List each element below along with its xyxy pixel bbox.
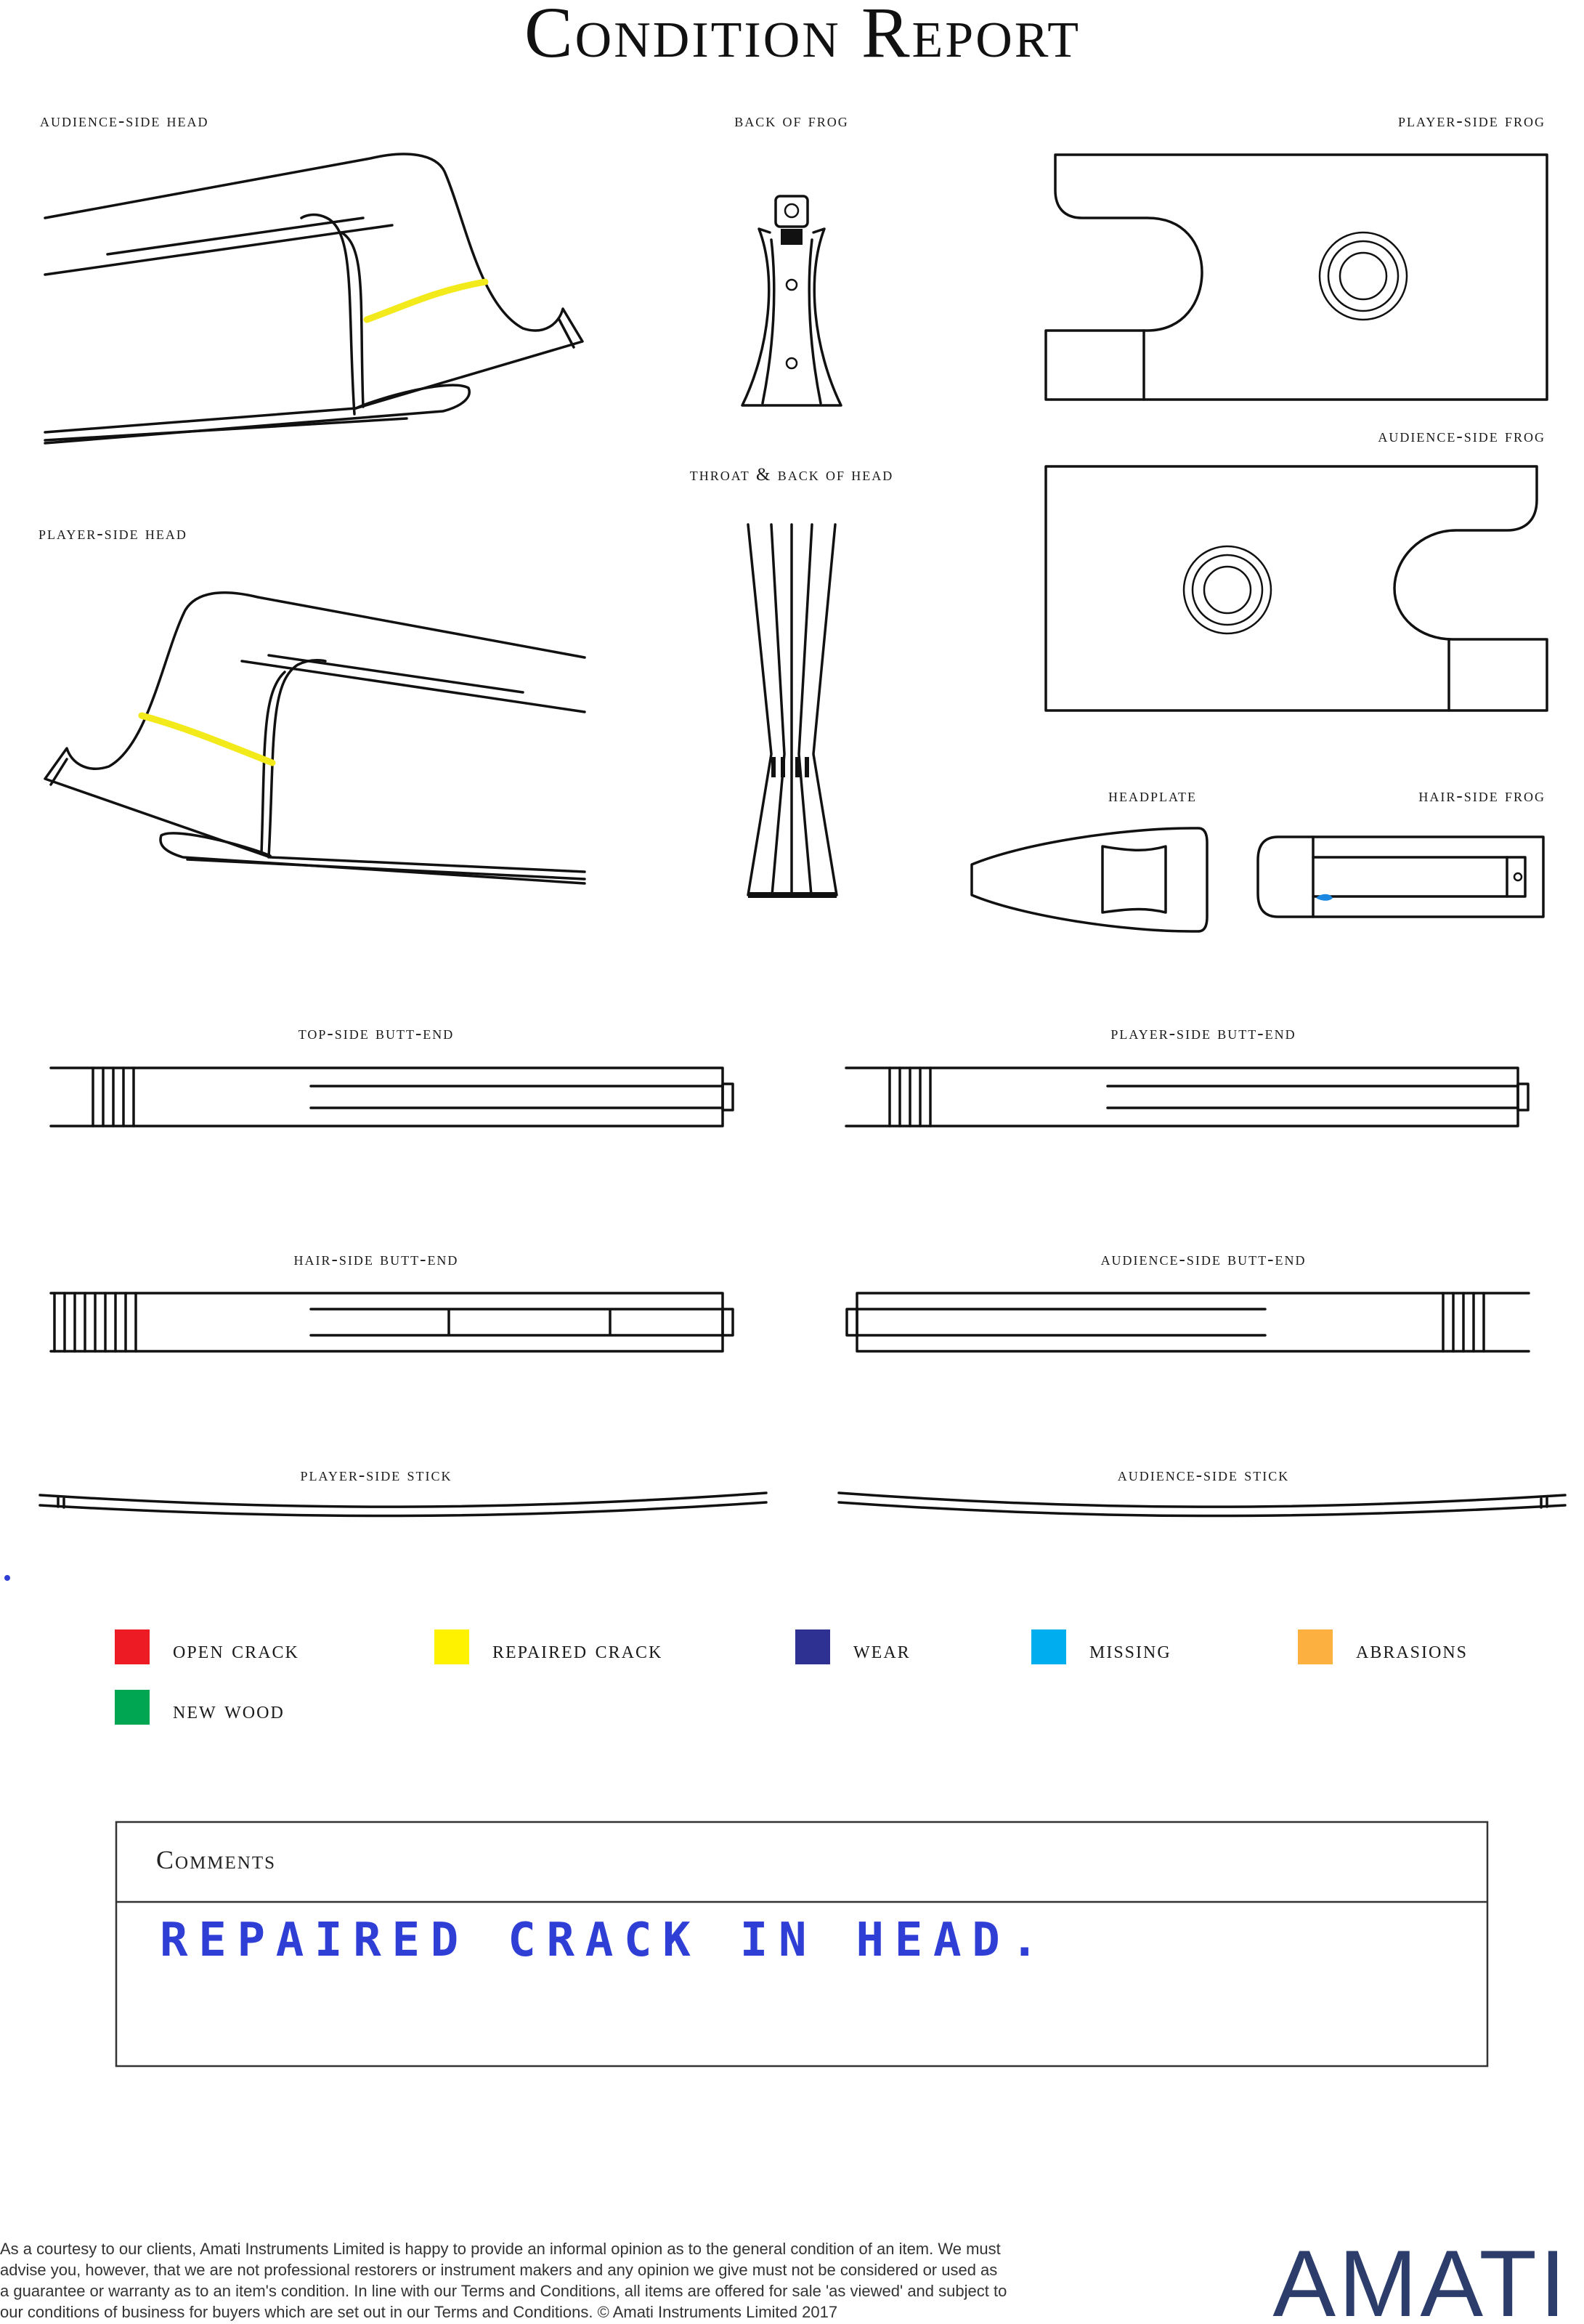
audience-side-butt-end-diagram	[847, 1293, 1529, 1351]
throat-back-of-head-diagram	[748, 525, 837, 895]
label-player-side-frog: player-side frog	[1398, 111, 1546, 131]
comments-heading: Comments	[156, 1845, 277, 1874]
label-throat-back-of-head: throat & back of head	[689, 465, 894, 485]
legend-swatch-missing	[1031, 1629, 1066, 1664]
headplate-diagram	[972, 828, 1207, 931]
audience-side-stick-diagram	[839, 1493, 1565, 1516]
label-player-side-head: player-side head	[38, 524, 187, 543]
label-player-side-butt-end: player-side butt-end	[1110, 1024, 1296, 1043]
back-of-frog-diagram	[742, 196, 841, 405]
disclaimer-line-4: our conditions of business for buyers which are set out in our Terms and Conditions. © Amati Instruments Limited 2017	[0, 2303, 838, 2321]
player-side-stick-diagram	[40, 1493, 766, 1516]
label-hair-side-frog: hair-side frog	[1418, 786, 1546, 806]
comments-text[interactable]: REPAIRED CRACK IN HEAD.	[160, 1914, 1046, 1967]
label-headplate: headplate	[1108, 786, 1197, 806]
label-top-side-butt-end: top-side butt-end	[298, 1024, 455, 1043]
player-side-head-diagram	[45, 593, 585, 883]
stray-dot	[4, 1575, 10, 1581]
legend-label-open-crack: open crack	[173, 1637, 299, 1664]
legend-label-new-wood: new wood	[173, 1697, 285, 1724]
page-title: Condition Report	[524, 0, 1081, 73]
disclaimer-line-1: As a courtesy to our clients, Amati Instruments Limited is happy to provide an informal opinion as to the general condition of an item. We must	[0, 2240, 1001, 2258]
legend-swatch-abrasions	[1298, 1629, 1333, 1664]
legend-label-missing: missing	[1089, 1637, 1171, 1664]
label-audience-side-butt-end: audience-side butt-end	[1100, 1250, 1307, 1269]
hair-side-butt-end-diagram	[51, 1293, 733, 1351]
disclaimer	[0, 2240, 1007, 2321]
legend-swatch-wear	[795, 1629, 830, 1664]
legend-swatch-repaired-crack	[434, 1629, 469, 1664]
disclaimer-line-2: advise you, however, that we are not professional restorers or instrument makers and any opinion we give must not be considered or used as	[0, 2261, 998, 2279]
player-side-frog-diagram	[1046, 155, 1547, 400]
comments-box	[116, 1822, 1487, 2066]
label-audience-side-head: audience-side head	[40, 111, 209, 131]
label-audience-side-frog: audience-side frog	[1378, 426, 1546, 446]
legend-swatch-open-crack	[115, 1629, 150, 1664]
legend-label-abrasions: abrasions	[1356, 1637, 1469, 1664]
label-back-of-frog: back of frog	[734, 111, 849, 131]
audience-side-frog-diagram	[1046, 466, 1547, 710]
legend	[115, 1629, 1468, 1725]
hair-side-frog-diagram	[1258, 837, 1543, 917]
legend-swatch-new-wood	[115, 1690, 150, 1725]
legend-label-wear: wear	[853, 1637, 911, 1664]
disclaimer-line-3: a guarantee or warranty as to an item's condition. In line with our Terms and Conditions, all items are offered for sale 'as viewed' and subject to	[0, 2282, 1007, 2300]
top-side-butt-end-diagram	[51, 1068, 733, 1126]
player-side-butt-end-diagram	[846, 1068, 1528, 1126]
legend-label-repaired-crack: repaired crack	[492, 1637, 663, 1664]
label-hair-side-butt-end: hair-side butt-end	[293, 1250, 459, 1269]
label-audience-side-stick: audience-side stick	[1117, 1465, 1290, 1485]
label-player-side-stick: player-side stick	[300, 1465, 452, 1485]
audience-side-head-diagram	[45, 154, 582, 443]
amati-logo: AMATI	[1272, 2230, 1569, 2324]
